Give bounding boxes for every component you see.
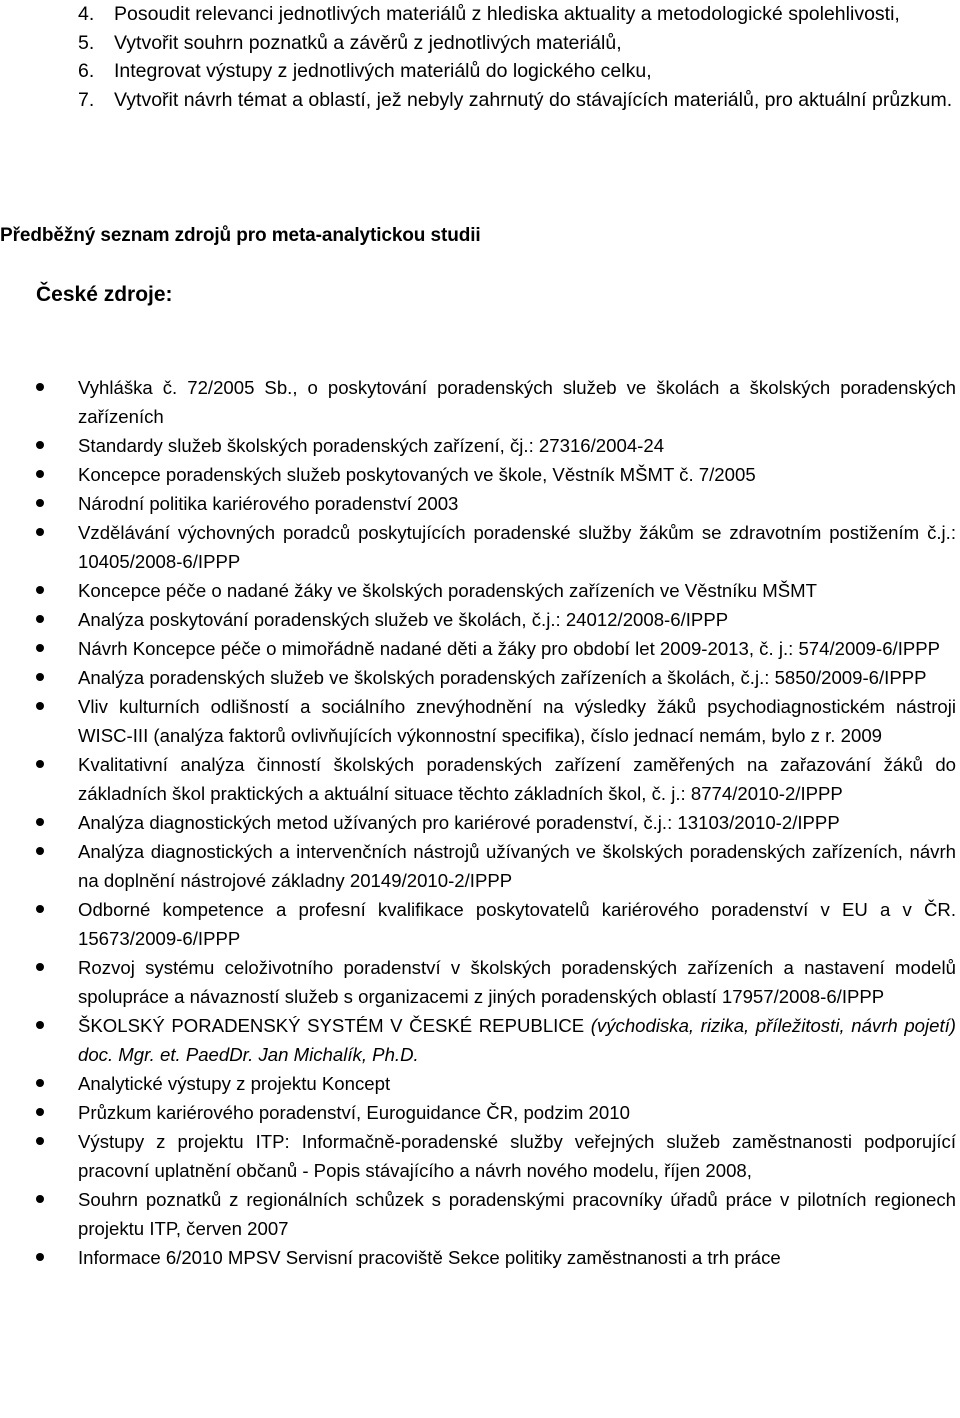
bullet-icon <box>36 673 44 681</box>
item-text: Analýza poskytování poradenských služeb ve školách, č.j.: 24012/2008-6/IPPP <box>78 609 729 630</box>
list-item <box>36 837 956 895</box>
bullet-icon <box>36 615 44 623</box>
list-item <box>36 634 956 663</box>
item-italic-text: (východiska, rizika, příležitosti, návrh pojetí) doc. Mgr. et. PaedDr. Jan Michalík, Ph.D. <box>78 1015 956 1065</box>
list-item <box>36 750 956 808</box>
list-item <box>36 692 956 750</box>
list-item <box>36 953 956 1011</box>
bullet-icon <box>36 1137 44 1145</box>
list-item <box>36 489 956 518</box>
item-text: Národní politika kariérového poradenství 2003 <box>78 493 459 514</box>
list-item <box>36 663 956 692</box>
numbered-item <box>78 86 956 115</box>
bullet-icon <box>36 383 44 391</box>
list-item <box>36 1185 956 1243</box>
bullet-icon <box>36 1195 44 1203</box>
item-text: Standardy služeb školských poradenských zařízení, čj.: 27316/2004-24 <box>78 435 665 456</box>
item-text: ŠKOLSKÝ PORADENSKÝ SYSTÉM V ČESKÉ REPUBLICE <box>78 1015 591 1036</box>
item-text: Návrh Koncepce péče o mimořádně nadané děti a žáky pro období let 2009-2013, č. j.: 574/2009-6/IPPP <box>78 638 941 659</box>
item-text: Analýza poradenských služeb ve školských poradenských zařízeních a školách, č.j.: 5850/2009-6/IPPP <box>78 667 927 688</box>
item-text: Rozvoj systému celoživotního poradenství v školských poradenských zařízeních a nastavení modelů spolupráce a návazností služeb s organizacemi z jiných poradenských oblastí 17957/2008-6/IPPP <box>78 957 956 1007</box>
bullet-icon <box>36 470 44 478</box>
item-text: Kvalitativní analýza činností školských poradenských zařízení zaměřených na zařazování žáků do základních škol praktických a aktuální situace těchto základních škol, č. j.: 8774/2010-2/IPPP <box>78 754 956 804</box>
list-item <box>36 1011 956 1069</box>
bullet-icon <box>36 499 44 507</box>
item-text: Vzdělávání výchovných poradců poskytujících poradenské služby žákům se zdravotním postižením č.j.: 10405/2008-6/IPPP <box>78 522 956 572</box>
item-text: Koncepce poradenských služeb poskytovaných ve škole, Věstník MŠMT č. 7/2005 <box>78 464 756 485</box>
bullet-icon <box>36 1253 44 1261</box>
bullet-icon <box>36 586 44 594</box>
list-item <box>36 1098 956 1127</box>
section-title: Předběžný seznam zdrojů pro meta-analytickou studii <box>0 225 481 246</box>
item-number: 5. <box>78 31 95 54</box>
list-item <box>36 373 956 431</box>
item-number: 7. <box>78 88 95 111</box>
item-text: Vytvořit souhrn poznatků a závěrů z jednotlivých materiálů, <box>114 31 622 54</box>
item-text: Integrovat výstupy z jednotlivých materiálů do logického celku, <box>114 60 652 82</box>
list-item <box>36 518 956 576</box>
item-text: Výstupy z projektu ITP: Informačně-poradenské služby veřejných služeb zaměstnanosti podporující pracovní uplatnění občanů - Popis stávajícího a návrh nového modelu, říjen 2008, <box>78 1131 956 1181</box>
bullet-icon <box>36 644 44 652</box>
numbered-item <box>78 29 956 58</box>
list-item <box>36 1243 956 1272</box>
item-text: Informace 6/2010 MPSV Servisní pracoviště Sekce politiky zaměstnanosti a trh práce <box>78 1247 781 1268</box>
item-text: Vyhláška č. 72/2005 Sb., o poskytování poradenských služeb ve školách a školských poradenských zařízeních <box>78 377 956 427</box>
item-text: Analýza diagnostických metod užívaných pro kariérové poradenství, č.j.: 13103/2010-2/IPPP <box>78 812 840 833</box>
subsection-title: České zdroje: <box>36 283 173 306</box>
bullet-icon <box>36 441 44 449</box>
bullet-icon <box>36 963 44 971</box>
bullet-icon <box>36 847 44 855</box>
bullet-icon <box>36 1021 44 1029</box>
list-item <box>36 576 956 605</box>
numbered-item <box>78 0 956 29</box>
bullet-icon <box>36 702 44 710</box>
sources-list <box>36 373 956 1272</box>
bullet-icon <box>36 1108 44 1116</box>
bullet-icon <box>36 528 44 536</box>
item-number: 4. <box>78 3 95 25</box>
item-text: Koncepce péče o nadané žáky ve školských poradenských zařízeních ve Věstníku MŠMT <box>78 580 817 601</box>
list-item <box>36 1069 956 1098</box>
item-text: Průzkum kariérového poradenství, Euroguidance ČR, podzim 2010 <box>78 1102 630 1123</box>
item-text: Vliv kulturních odlišností a sociálního znevýhodnění na výsledky žáků psychodiagnostickém nástroji WISC-III (analýza faktorů ovlivňujících výkonnostní specifika), číslo jednací nemám, bylo z r. 2009 <box>78 696 956 746</box>
bullet-icon <box>36 818 44 826</box>
bullet-icon <box>36 905 44 913</box>
list-item <box>36 895 956 953</box>
item-text: Souhrn poznatků z regionálních schůzek s poradenskými pracovníky úřadů práce v pilotních regionech projektu ITP, červen 2007 <box>78 1189 956 1239</box>
item-text: Posoudit relevanci jednotlivých materiálů z hlediska aktuality a metodologické spolehlivosti, <box>114 3 900 25</box>
list-item <box>36 605 956 634</box>
item-text: Analýza diagnostických a intervenčních nástrojů užívaných ve školských poradenských zařízeních, návrh na doplnění nástrojové základny 20149/2010-2/IPPP <box>78 841 956 891</box>
list-item <box>36 808 956 837</box>
numbered-item <box>78 57 956 86</box>
list-item <box>36 460 956 489</box>
item-text: Analytické výstupy z projektu Koncept <box>78 1073 391 1094</box>
bullet-icon <box>36 1079 44 1087</box>
list-item <box>36 431 956 460</box>
item-number: 6. <box>78 60 95 82</box>
item-text: Vytvořit návrh témat a oblastí, jež nebyly zahrnutý do stávajících materiálů, pro aktuální průzkum. <box>114 88 953 111</box>
list-item <box>36 1127 956 1185</box>
bullet-icon <box>36 760 44 768</box>
numbered-list <box>78 0 956 114</box>
item-text: Odborné kompetence a profesní kvalifikace poskytovatelů kariérového poradenství v EU a v ČR. 15673/2009-6/IPPP <box>78 899 956 949</box>
